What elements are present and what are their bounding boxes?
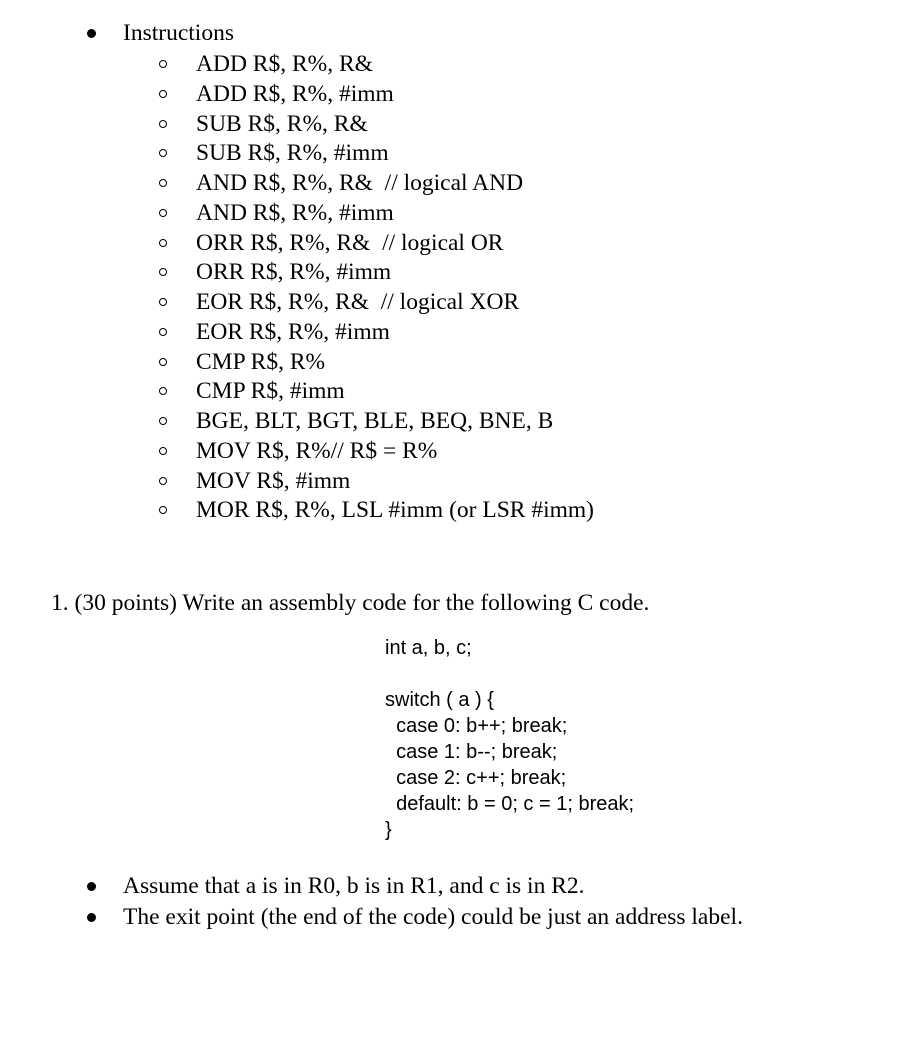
circle-bullet-icon [159,90,167,98]
code-line: case 2: c++; break; [385,767,567,789]
circle-bullet-icon [159,60,167,68]
circle-bullet-icon [159,209,167,217]
code-line: case 1: b--; break; [385,741,558,763]
note-text: Assume that a is in R0, b is in R1, and c is in R2. [123,873,585,899]
code-line: default: b = 0; c = 1; break; [385,793,635,815]
code-line: int a, b, c; [385,637,472,659]
circle-bullet-icon [159,149,167,157]
circle-bullet-icon [159,298,167,306]
circle-bullet-icon [159,328,167,336]
code-line: switch ( a ) { [385,689,494,711]
bullet-icon [87,882,96,891]
code-line: } [385,819,392,841]
circle-bullet-icon [159,506,167,514]
code-line: case 0: b++; break; [385,715,568,737]
bullet-icon [87,29,96,38]
question-prompt: 1. (30 points) Write an assembly code for the following C code. [51,590,650,616]
circle-bullet-icon [159,417,167,425]
note-text: The exit point (the end of the code) could be just an address label. [123,904,743,930]
circle-bullet-icon [159,268,167,276]
circle-bullet-icon [159,477,167,485]
circle-bullet-icon [159,358,167,366]
instructions-heading: Instructions [123,20,234,46]
circle-bullet-icon [159,239,167,247]
circle-bullet-icon [159,387,167,395]
circle-bullet-icon [159,179,167,187]
bullet-icon [87,913,96,922]
circle-bullet-icon [159,447,167,455]
circle-bullet-icon [159,120,167,128]
